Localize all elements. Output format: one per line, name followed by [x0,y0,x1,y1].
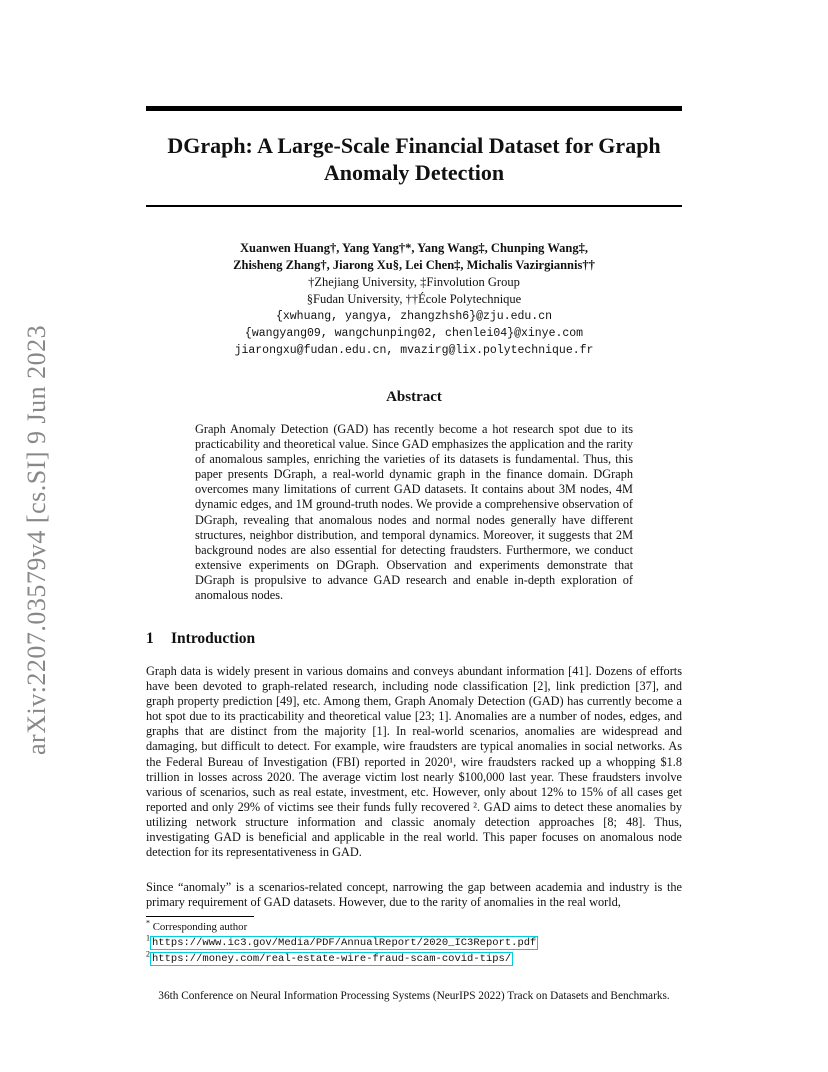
email-line1: {xwhuang, yangya, zhangzhsh6}@zju.edu.cn [275,310,553,323]
abstract-text: Graph Anomaly Detection (GAD) has recently become a hot research spot due to its practicability and theoretical value. Since GAD emphasizes the application and the rarity of anomalous samples, enriching the varieties of its datasets is fundamental. Thus, this paper presents DGraph, a real-world dynamic graph in the finance domain. DGraph overcomes many limitations of current GAD datasets. It contains about 3M nodes, 4M dynamic edges, and 1M ground-truth nodes. We provide a comprehensive observation of DGraph, revealing that anomalous nodes and normal nodes generally have different structures, neighbor distribution, and temporal dynamics. Moreover, it suggests that 2M background nodes are also essential for detecting fraudsters. Furthermore, we conduct extensive experiments on DGraph. Observation and experiments demonstrate that DGraph is propulsive to advance GAD research and enable in-depth exploration of anomalous nodes. [195,422,633,603]
footnote-2-link[interactable]: https://money.com/real-estate-wire-fraud-scam-covid-tips/ [152,953,512,965]
intro-paragraph-2: Since “anomaly” is a scenarios-related concept, narrowing the gap between academia and industry is the primary requirement of GAD datasets. However, due to the rarity of anomalies in the real world, [146,880,682,910]
section-heading [146,630,255,648]
intro-paragraph-1: Graph data is widely present in various domains and conveys abundant information [41]. Dozens of efforts have been devoted to graph-related research, including node classification [2], link prediction [37], and graph property prediction [49], etc. Among them, Graph Anomaly Detection (GAD) has currently become a hot spot due to its practicability and theoretical value [23; 1]. Anomalies are a number of nodes, edges, and graphs that are distinct from the majority [1]. In real-world scenarios, anomalies are widespread and damaging, but difficult to detect. For example, wire fraudsters are typical anomalies in social networks. As the Federal Bureau of Investigation (FBI) reported in 2020¹, wire fraudsters racked up a whopping $1.8 trillion in losses across 2020. The average victim lost nearly $100,000 last year. These fraudsters involve various of scenarios, such as real estate, investment, etc. However, only about 12% to 15% of all cases get reported and only 29% of victims see their funds fully recovered ². GAD aims to detect these anomalies by utilizing network structure information and classic anomaly detection approaches [8; 48]. Thus, investigating GAD is beneficial and applicable in the real world. This paper focuses on anomalous node detection for its representativeness in GAD. [146,664,682,860]
affiliation-line2: §Fudan University, ††École Polytechnique [306,292,522,306]
section-number: 1 [146,630,154,647]
footnote-2[interactable]: $^2$ https://money.com/real-estate-wire-fraud-scam-covid-tips/ [146,949,512,965]
paper-title: DGraph: A Large-Scale Financial Dataset for Graph Anomaly Detection [167,133,661,185]
footnote-star-text: Corresponding author [152,921,248,933]
title-bottom-rule [146,205,682,207]
footnote-corresponding: * Corresponding author [146,918,248,933]
affiliation-line1: †Zhejiang University, ‡Finvolution Group [308,275,520,289]
footnotes [146,920,538,967]
author-block [146,240,682,359]
author-names-line1: Xuanwen Huang†, Yang Yang†*, Yang Wang‡, Chunping Wang‡, [240,241,588,255]
section-title: Introduction [171,630,256,647]
email-line3: jiarongxu@fudan.edu.cn, mvazirg@lix.polytechnique.fr [234,344,594,357]
arxiv-sidebar-id: arXiv:2207.03579v4 [cs.SI] 9 Jun 2023 [22,324,51,755]
title-top-rule [146,106,682,111]
footnote-rule [146,916,254,917]
conference-footer: 36th Conference on Neural Information Processing Systems (NeurIPS 2022) Track on Datasets and Benchmarks. [158,990,670,1002]
footnote-1[interactable]: $^1$ https://www.ic3.gov/Media/PDF/AnnualReport/2020_IC3Report.pdf [146,933,537,949]
email-line2: {wangyang09, wangchunping02, chenlei04}@xinye.com [244,327,584,340]
abstract-heading: Abstract [386,389,442,405]
footnote-1-link[interactable]: https://www.ic3.gov/Media/PDF/AnnualReport/2020_IC3Report.pdf [152,937,537,949]
author-names-line2: Zhisheng Zhang†, Jiarong Xu§, Lei Chen‡, Michalis Vazirgiannis†† [233,258,595,272]
